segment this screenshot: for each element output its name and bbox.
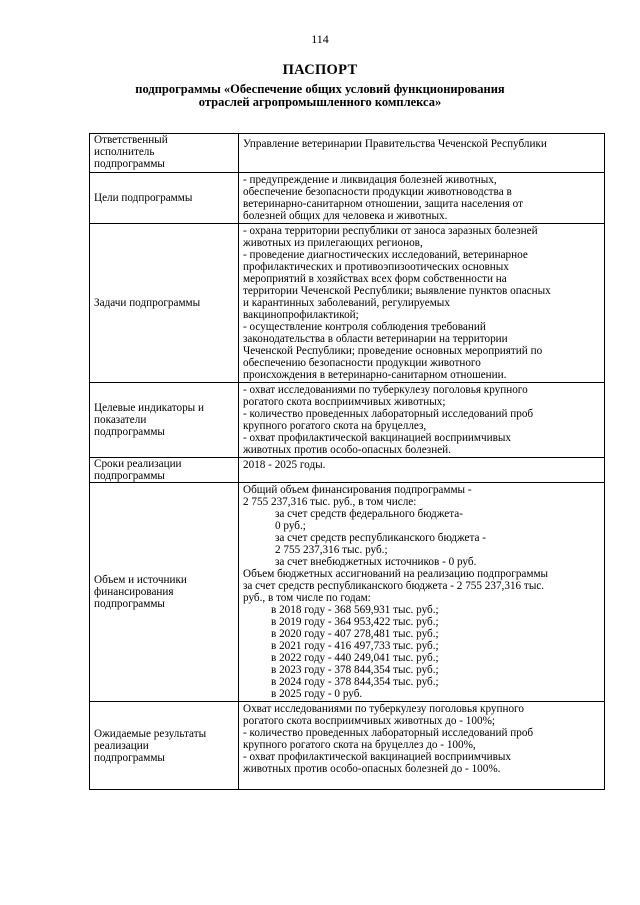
label-line: реализации bbox=[94, 739, 149, 752]
label-line: Задачи подпрограммы bbox=[94, 297, 201, 309]
value-line: - предупреждение и ликвидация болезней животных, bbox=[243, 174, 497, 186]
value-line: животных против особо-опасных болезней до - 100%. bbox=[243, 763, 501, 775]
value-line: руб., в том числе по годам: bbox=[243, 592, 371, 604]
table-row bbox=[90, 383, 605, 458]
value-line: - охват профилактической вакцинацией восприимчивых bbox=[243, 751, 512, 763]
row-value-goals bbox=[239, 173, 605, 224]
row-label-goals bbox=[90, 173, 239, 224]
value-line: 2018 - 2025 годы. bbox=[243, 459, 326, 471]
value-line: Чеченской Республики; проведение основных мероприятий по bbox=[243, 345, 543, 357]
value-line: вакцинопрофилактикой; bbox=[243, 309, 359, 321]
value-line: территории Чеченской Республики; выявление пунктов опасных bbox=[243, 285, 551, 297]
value-line: болезней общих для человека и животных. bbox=[243, 210, 448, 222]
value-line: рогатого скота восприимчивых животных до - 100%; bbox=[243, 715, 496, 727]
value-line: в 2019 году - 364 953,422 тыс. руб.; bbox=[271, 616, 439, 628]
value-line: - охват исследованиями по туберкулезу поголовья крупного bbox=[243, 384, 528, 396]
value-line: за счет средств республиканского бюджета - 2 755 237,316 тыс. bbox=[243, 580, 545, 592]
value-line: происхождения в ветеринарно-санитарном отношении. bbox=[243, 369, 507, 381]
value-line: 0 руб.; bbox=[275, 520, 306, 532]
value-line: в 2024 году - 378 844,354 тыс. руб.; bbox=[271, 676, 439, 688]
value-line: животных из прилегающих регионов, bbox=[243, 237, 423, 249]
subtitle-line: отраслей агропромышленного комплекса» bbox=[198, 95, 442, 109]
value-line: и карантинных заболеваний, регулируемых bbox=[243, 297, 450, 309]
value-line: обеспечению безопасности продукции животного bbox=[243, 357, 481, 369]
row-value-timeframe bbox=[239, 458, 605, 483]
value-line: животных против особо-опасных болезней. bbox=[243, 444, 451, 456]
label-line: Объем и источники bbox=[94, 574, 187, 586]
row-value-responsible bbox=[239, 134, 605, 173]
label-line: подпрограммы bbox=[94, 598, 165, 610]
value-line: Объем бюджетных ассигнований на реализацию подпрограммы bbox=[243, 568, 549, 580]
page-number: 114 bbox=[311, 32, 329, 46]
label-line: финансирования bbox=[94, 586, 174, 598]
row-value-funding bbox=[239, 483, 605, 702]
value-line: мероприятий в хозяйствах всех форм собственности на bbox=[243, 273, 507, 285]
table-row bbox=[90, 702, 605, 790]
value-line: крупного рогатого скота на бруцеллез, bbox=[243, 420, 427, 432]
row-label-results bbox=[90, 702, 239, 790]
value-line: - количество проведенных лабораторный исследований проб bbox=[243, 408, 534, 420]
value-line: профилактических и противоэпизоотических основных bbox=[243, 261, 509, 273]
value-line: за счет средств федерального бюджета- bbox=[275, 508, 463, 520]
value-line: - проведение диагностических исследований, ветеринарное bbox=[243, 249, 528, 261]
value-line: законодательства в области ветеринарии на территории bbox=[243, 333, 508, 345]
row-value-results bbox=[239, 702, 605, 790]
value-line: - количество проведенных лабораторный исследований проб bbox=[243, 727, 534, 739]
value-line: Управление ветеринарии Правительства Чеченской Республики bbox=[243, 138, 547, 150]
label-line: Цели подпрограммы bbox=[94, 192, 193, 204]
label-line: Целевые индикаторы и bbox=[94, 402, 204, 414]
row-value-indicators bbox=[239, 383, 605, 458]
value-line: в 2023 году - 378 844,354 тыс. руб.; bbox=[271, 664, 439, 676]
row-label-timeframe bbox=[90, 458, 239, 483]
document-subtitle bbox=[90, 83, 550, 109]
passport-table bbox=[89, 133, 605, 790]
value-line: обеспечение безопасности продукции животноводства в bbox=[243, 186, 512, 198]
value-line: ветеринарно-санитарном отношении, защита населения от bbox=[243, 198, 523, 210]
label-line: подпрограммы bbox=[94, 158, 165, 170]
table-row bbox=[90, 173, 605, 224]
table-row bbox=[90, 458, 605, 483]
subtitle-line: подпрограммы «Обеспечение общих условий функционирования bbox=[135, 82, 505, 96]
value-line: в 2025 году - 0 руб. bbox=[271, 688, 363, 700]
row-label-responsible bbox=[90, 134, 239, 173]
value-line: в 2018 году - 368 569,931 тыс. руб.; bbox=[271, 604, 439, 616]
label-line: Ожидаемые результаты bbox=[94, 727, 207, 740]
table-row bbox=[90, 134, 605, 173]
label-line: исполнитель bbox=[94, 146, 155, 158]
value-line: в 2020 году - 407 278,481 тыс. руб.; bbox=[271, 628, 439, 640]
value-line: рогатого скота восприимчивых животных; bbox=[243, 396, 446, 408]
table-row bbox=[90, 483, 605, 702]
label-line: подпрограммы bbox=[94, 751, 165, 764]
label-line: показатели bbox=[94, 414, 147, 426]
value-line: Охват исследованиями по туберкулезу поголовья крупного bbox=[243, 703, 524, 715]
value-line: крупного рогатого скота на бруцеллез до - 100%, bbox=[243, 739, 476, 751]
value-line: в 2022 году - 440 249,041 тыс. руб.; bbox=[271, 652, 439, 664]
label-line: Сроки реализации bbox=[94, 458, 182, 470]
value-line: 2 755 237,316 тыс. руб., в том числе: bbox=[243, 496, 417, 508]
row-value-tasks bbox=[239, 224, 605, 383]
value-line: - охрана территории республики от заноса заразных болезней bbox=[243, 225, 538, 237]
value-line: Общий объем финансирования подпрограммы - bbox=[243, 484, 472, 496]
label-line: подпрограммы bbox=[94, 470, 165, 482]
label-line: Ответственный bbox=[94, 134, 168, 146]
row-label-funding bbox=[90, 483, 239, 702]
table-row bbox=[90, 224, 605, 383]
row-label-tasks bbox=[90, 224, 239, 383]
value-line: - осуществление контроля соблюдения требований bbox=[243, 321, 486, 333]
value-line: за счет внебюджетных источников - 0 руб. bbox=[275, 556, 477, 568]
document-title: ПАСПОРТ bbox=[282, 62, 358, 78]
label-line: подпрограммы bbox=[94, 426, 165, 438]
value-line: в 2021 году - 416 497,733 тыс. руб.; bbox=[271, 640, 439, 652]
value-line: 2 755 237,316 тыс. руб.; bbox=[275, 544, 388, 556]
value-line: за счет средств республиканского бюджета - bbox=[275, 532, 487, 544]
value-line: - охват профилактической вакцинацией восприимчивых bbox=[243, 432, 512, 444]
row-label-indicators bbox=[90, 383, 239, 458]
